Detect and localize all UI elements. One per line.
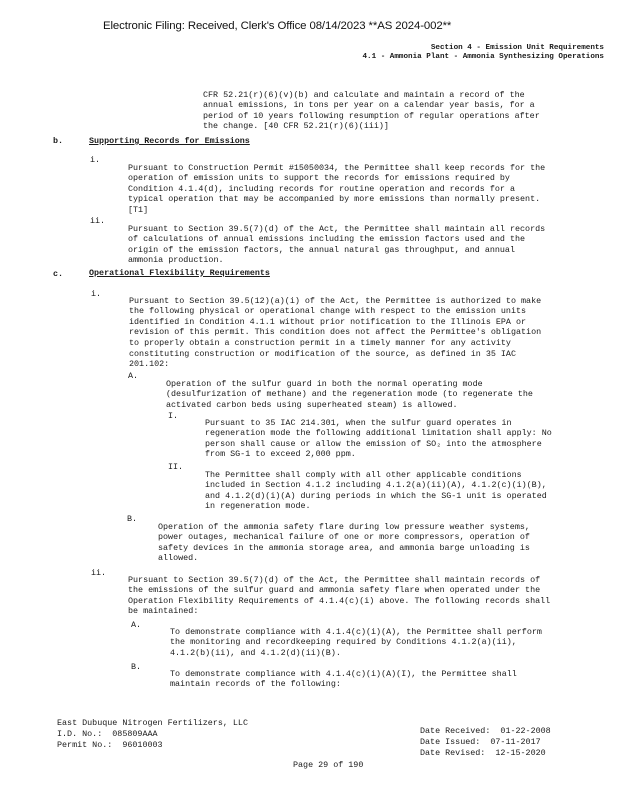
text-line: (desulfurization of methane) and the regeneration mode (to regenerate the <box>166 389 533 400</box>
text-line: The Permittee shall comply with all other applicable conditions <box>205 469 522 480</box>
section-b-i-marker: i. <box>90 155 101 165</box>
text-line: regeneration mode the following additional limitation shall apply: No <box>205 428 552 439</box>
text-line: included in Section 4.1.2 including 4.1.2(a)(ii)(A), 4.1.2(c)(i)(B), <box>205 480 547 491</box>
text-line: typical operation that may be accompanied by more emissions than normally present. <box>128 194 541 205</box>
footer-company: East Dubuque Nitrogen Fertilizers, LLC <box>57 718 248 728</box>
section-c-ii-marker: ii. <box>91 568 107 578</box>
text-line: to properly obtain a construction permit in a timely manner for any activity <box>129 337 511 348</box>
text-line: and 4.1.2(d)(i)(A) during periods in which the SG-1 unit is operated <box>205 490 547 501</box>
section-c-i-b-marker: B. <box>127 514 138 524</box>
text-line: Operation of the ammonia safety flare during low pressure weather systems, <box>158 521 530 532</box>
footer-date-revised: Date Revised: 12-15-2020 <box>420 748 546 758</box>
filing-stamp: Electronic Filing: Received, Clerk's Office 08/14/2023 **AS 2024-002** <box>103 20 452 32</box>
text-line: allowed. <box>158 553 199 564</box>
text-line: Pursuant to Section 39.5(7)(d) of the Act, the Permittee shall maintain all records <box>128 223 546 234</box>
text-line: Pursuant to Section 39.5(12)(a)(i) of the Act, the Permittee is authorized to make <box>129 295 542 306</box>
text-line: [T1] <box>128 204 149 215</box>
text-line: origin of the emission factors, the annual natural gas throughput, and annual <box>128 244 515 255</box>
text-line: Pursuant to Section 39.5(7)(d) of the Act, the Permittee shall maintain records of <box>128 574 541 585</box>
text-line: the following physical or operational change with respect to the emission units <box>129 306 527 317</box>
section-c-ii-b-marker: B. <box>131 662 142 672</box>
text-line: constituting construction or modification of the source, as defined in 35 IAC <box>129 348 516 359</box>
text-line: 4.1.2(b)(ii), and 4.1.2(d)(ii)(B). <box>170 647 341 658</box>
text-line: revision of this permit. This condition does not affect the Permittee's obligation <box>129 327 542 338</box>
text-line: Pursuant to Construction Permit #15050034, the Permittee shall keep records for the <box>128 162 546 173</box>
text-line: To demonstrate compliance with 4.1.4(c)(i)(A)(I), the Permittee shall <box>170 668 517 679</box>
text-line: identified in Condition 4.1.1 without prior notification to the Illinois EPA or <box>129 316 527 327</box>
text-line: from SG-1 to exceed 2,000 ppm. <box>205 449 356 460</box>
carryover-paragraph <box>203 79 540 143</box>
page-number: Page 29 of 190 <box>293 760 364 770</box>
section-c-i-a-I-marker: I. <box>168 411 179 421</box>
section-b-ii-marker: ii. <box>90 216 106 226</box>
footer-permit-number: Permit No.: 96010003 <box>57 740 163 750</box>
text-line: maintain records of the following: <box>170 679 341 690</box>
section-header-line2: 4.1 - Ammonia Plant - Ammonia Synthesizing Operations <box>362 53 604 61</box>
text-line: the monitoring and recordkeeping required by Conditions 4.1.2(a)(ii), <box>170 637 517 648</box>
section-header-line1: Section 4 - Emission Unit Requirements <box>430 44 604 52</box>
section-c-ii-a-marker: A. <box>131 620 142 630</box>
footer-id-number: I.D. No.: 085809AAA <box>57 729 158 739</box>
section-c-i-marker: i. <box>91 289 102 299</box>
text-line: the emissions of the sulfur guard and ammonia safety flare when operated under the <box>128 585 541 596</box>
text-line: ammonia production. <box>128 255 224 266</box>
text-line: of calculations of annual emissions including the emission factors used and the <box>128 234 526 245</box>
text-line: Pursuant to 35 IAC 214.301, when the sulfur guard operates in <box>205 417 512 428</box>
text-line: operation of emission units to support the records for emissions required by <box>128 173 510 184</box>
text-line: activated carbon beds using superheated steam) is allowed. <box>166 399 458 410</box>
text-line: period of 10 years following resumption of regular operations after <box>203 110 540 121</box>
text-line: annual emissions, in tons per year on a calendar year basis, for a <box>203 100 535 111</box>
text-line: Condition 4.1.4(d), including records for routine operation and records for a <box>128 183 515 194</box>
text-line: person shall cause or allow the emission of SO₂ into the atmosphere <box>205 438 542 449</box>
text-line: safety devices in the ammonia storage area, and ammonia barge unloading is <box>158 542 530 553</box>
text-line: the change. [40 CFR 52.21(r)(6)(iii)] <box>203 121 389 132</box>
text-line: 201.102: <box>129 359 170 370</box>
section-c-i-paragraph <box>129 285 541 380</box>
text-line: Operation of the sulfur guard in both the normal operating mode <box>166 378 483 389</box>
section-c-i-a-marker: A. <box>128 371 139 381</box>
section-b-title: Supporting Records for Emissions <box>89 136 250 146</box>
text-line: in regeneration mode. <box>205 501 311 512</box>
section-c-ii-b-paragraph <box>170 658 517 700</box>
text-line: CFR 52.21(r)(6)(v)(b) and calculate and maintain a record of the <box>203 89 525 100</box>
text-line: be maintained: <box>128 606 199 617</box>
footer-date-received: Date Received: 01-22-2008 <box>420 726 551 736</box>
section-c-i-a-II-marker: II. <box>168 462 184 472</box>
section-c-title: Operational Flexibility Requirements <box>89 268 270 278</box>
section-b-marker: b. <box>53 136 64 146</box>
footer-date-issued: Date Issued: 07-11-2017 <box>420 737 541 747</box>
section-c-marker: c. <box>53 269 64 279</box>
text-line: power outages, mechanical failure of one or more compressors, operation of <box>158 532 530 543</box>
text-line: To demonstrate compliance with 4.1.4(c)(i)(A), the Permittee shall perform <box>170 626 542 637</box>
text-line: Operation Flexibility Requirements of 4.1.4(c)(i) above. The following records shall <box>128 595 551 606</box>
